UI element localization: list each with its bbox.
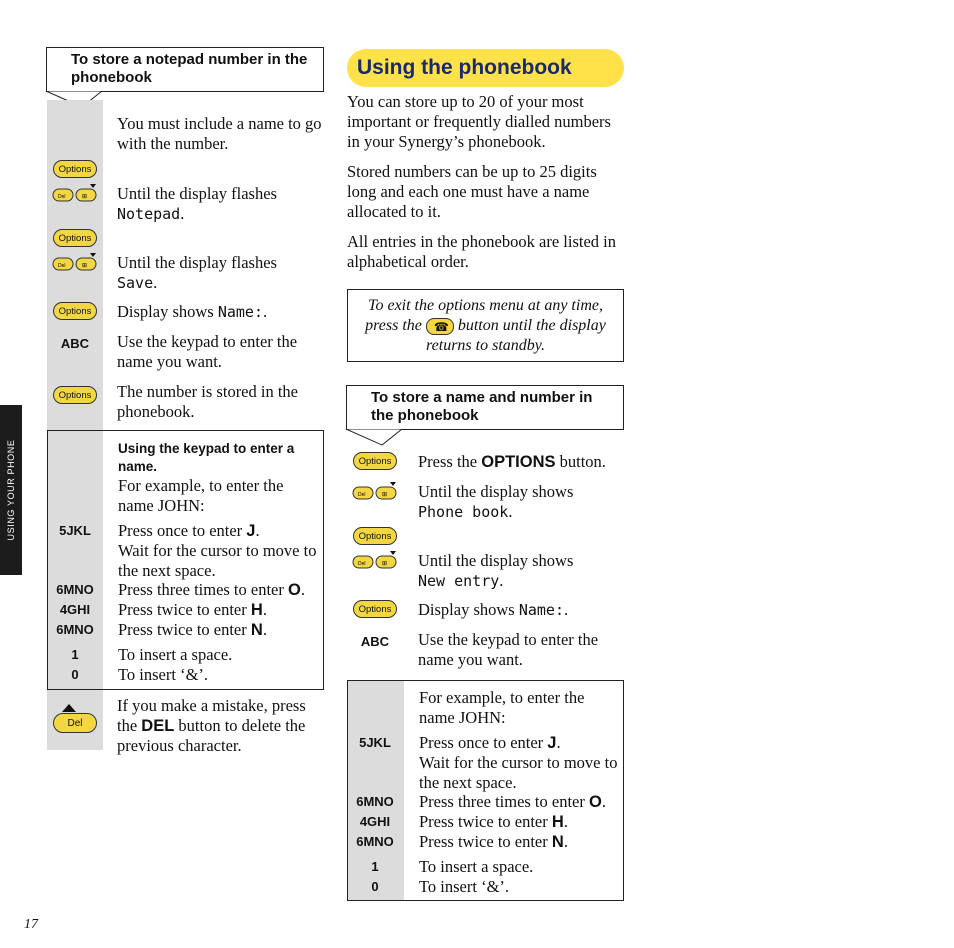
right-p1: You can store up to 20 of your most important or frequently dialled numbers in your Synergy’s phonebook.	[347, 92, 611, 151]
options-button-icon: Options	[353, 527, 397, 545]
scroll-nav-icon	[352, 551, 398, 569]
svg-text:⊞: ⊞	[382, 492, 388, 498]
svg-text:Del: Del	[358, 492, 366, 498]
right-example-rows	[347, 733, 624, 897]
left-example-intro: For example, to enter the name JOHN:	[118, 476, 284, 515]
list-item: 0 To insert ‘&’.	[371, 877, 510, 896]
options-button-icon: Options	[53, 229, 97, 247]
page-number: 17	[24, 917, 38, 932]
list-item: 6MNO Press three times to enter O.	[56, 580, 305, 599]
left-mistake-text: If you make a mistake, press the DEL button to delete the previous character.	[117, 696, 306, 755]
list-item: 0 To insert ‘&’.	[71, 665, 209, 684]
right-step3: Until the display shows New entry.	[418, 551, 574, 590]
left-heading: To store a notepad number in the phonebook	[46, 47, 324, 92]
abc-key-label: ABC	[60, 336, 90, 351]
right-step5: Use the keypad to enter the name you want.	[418, 630, 599, 669]
list-item: 1 To insert a space.	[71, 645, 233, 664]
options-button-icon: Options	[353, 600, 397, 618]
end-call-icon	[426, 318, 454, 335]
left-intro: You must include a name to go with the number.	[117, 114, 322, 153]
up-arrow-icon	[62, 704, 76, 712]
list-item: 5JKL Press once to enter J.	[359, 733, 561, 752]
right-p2: Stored numbers can be up to 25 digits long and each one must have a name allocated to it.	[347, 162, 597, 221]
svg-text:Del: Del	[358, 561, 366, 567]
scroll-nav-icon	[52, 184, 98, 202]
right-p3: All entries in the phonebook are listed in alphabetical order.	[347, 232, 616, 271]
right-step4: Display shows Name:.	[418, 600, 569, 619]
svg-text:⊞: ⊞	[82, 194, 88, 200]
options-button-icon: Options	[53, 386, 97, 404]
options-button-icon: Options	[353, 452, 397, 470]
side-tab-label: USING YOUR PHONE	[6, 439, 16, 541]
options-button-icon: Options	[53, 160, 97, 178]
left-step1: Until the display flashes Notepad.	[117, 184, 277, 223]
list-item: 5JKL Press once to enter J.	[59, 521, 260, 540]
standby-note-box	[347, 289, 624, 362]
svg-text:⊞: ⊞	[82, 263, 88, 269]
del-button-icon: Del	[53, 713, 97, 733]
scroll-nav-icon	[52, 253, 98, 271]
left-step4: Use the keypad to enter the name you want.	[117, 332, 298, 371]
list-item: 1 To insert a space.	[371, 857, 534, 876]
right-step2: Until the display shows Phone book.	[418, 482, 574, 521]
right-example-intro: For example, to enter the name JOHN:	[419, 688, 585, 727]
list-item: 6MNO Press three times to enter O.	[356, 792, 606, 811]
page-title: Using the phonebook	[347, 49, 624, 87]
list-item: 6MNO Press twice to enter N.	[56, 620, 267, 639]
right-heading-pointer	[344, 429, 404, 447]
options-button-icon: Options	[53, 302, 97, 320]
standby-note: To exit the options menu at any time, press the☎ button until the display returns to standby.	[352, 296, 619, 356]
svg-text:⊞: ⊞	[382, 561, 388, 567]
list-item: 6MNO Press twice to enter N.	[356, 832, 568, 851]
svg-text:Del: Del	[58, 194, 66, 200]
svg-text:Del: Del	[58, 263, 66, 269]
left-example-heading: Using the keypad to enter a name.	[118, 441, 295, 474]
abc-key-label: ABC	[360, 634, 390, 649]
list-item: Wait for the cursor to move to the next space.	[419, 753, 618, 792]
left-example-rows	[47, 521, 324, 685]
left-step5: The number is stored in the phonebook.	[117, 382, 299, 421]
list-item: 4GHI Press twice to enter H.	[359, 812, 568, 831]
right-heading: To store a name and number in the phonebook	[346, 385, 624, 430]
right-step1: Press the OPTIONS button.	[418, 452, 606, 471]
list-item: Wait for the cursor to move to the next space.	[118, 541, 317, 580]
list-item: 4GHI Press twice to enter H.	[59, 600, 267, 619]
left-step2: Until the display flashes Save.	[117, 253, 277, 292]
side-tab	[0, 405, 22, 575]
scroll-nav-icon	[352, 482, 398, 500]
left-step3: Display shows Name:.	[117, 302, 268, 321]
